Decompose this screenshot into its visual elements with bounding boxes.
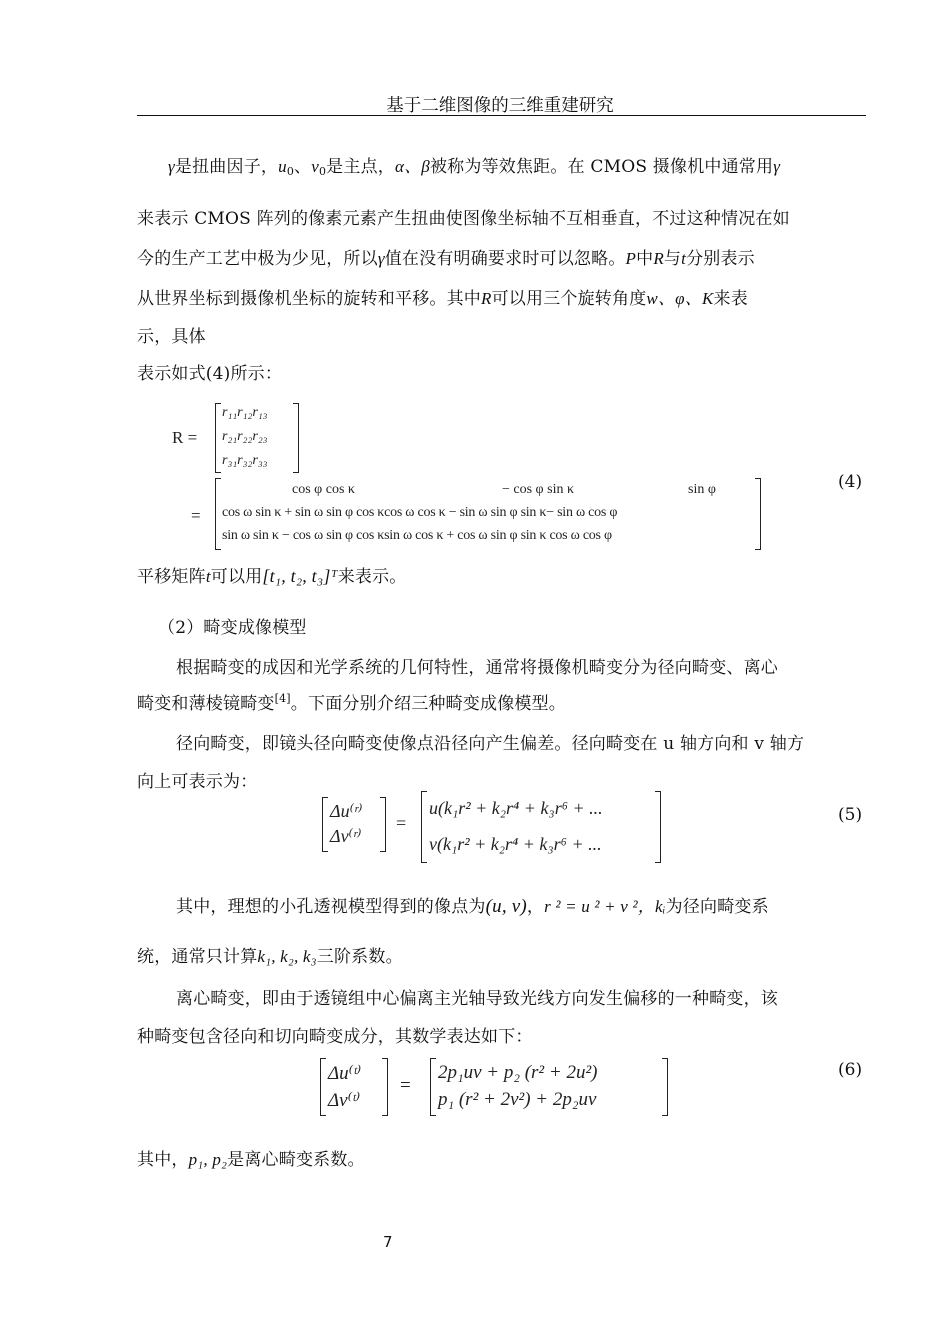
text: 其中，理想的小孔透视模型得到的像点为	[176, 897, 486, 917]
u0-symbol: u	[278, 157, 287, 176]
matrix-cell: cos φ cos κ	[292, 482, 355, 497]
equation-number: (6)	[838, 1060, 863, 1080]
text: 中	[636, 249, 654, 269]
equation-number: (5)	[838, 805, 863, 825]
gamma-symbol: γ	[377, 249, 385, 268]
equals: =	[396, 813, 407, 833]
bracket-left	[215, 478, 221, 550]
r-symbol: R	[481, 289, 492, 308]
text: 值在没有明确要求时可以忽略。	[384, 249, 626, 269]
bracket-left	[430, 1058, 436, 1116]
matrix-row: r₁₁r₁₂r₁₃	[222, 405, 268, 420]
r-symbol: R	[653, 249, 664, 268]
inline-p12: p₁, p₂	[188, 1150, 228, 1169]
equals: =	[400, 1075, 411, 1096]
text: 、	[294, 157, 312, 177]
matrix-row: sin ω sin κ − cos ω sin φ cos κsin ω cos κ + cos ω sin φ sin κ cos ω cos φ	[222, 528, 612, 543]
eq4-lhs: R =	[172, 428, 198, 447]
text: 平移矩阵	[137, 567, 206, 587]
bracket-right	[293, 403, 299, 473]
paragraph-line	[168, 152, 780, 178]
bracket-right	[662, 1058, 668, 1116]
text: 其中，	[137, 1150, 189, 1170]
text: 从世界坐标到摄像机坐标的旋转和平移。其中	[137, 289, 481, 309]
paragraph-line: 径向畸变，即镜头径向畸变使像点沿径向产生偏差。径向畸变在 u 轴方向和 v 轴方	[176, 734, 805, 754]
inline-r: r ² = u ² + v ²，	[544, 897, 655, 916]
eq4-equals: =	[191, 506, 201, 525]
eq5-rhs-row: v(k₁r² + k₂r⁴ + k₃r⁶ + ...	[429, 834, 602, 854]
page-number: 7	[383, 1233, 393, 1251]
matrix-row: r₂₁r₂₂r₂₃	[222, 429, 268, 444]
text: 是主点，	[326, 157, 395, 177]
eq5-lhs-row: Δv⁽ʳ⁾	[330, 826, 362, 846]
inline-k123: k₁, k₂, k₃	[257, 947, 317, 966]
paragraph-line: 种畸变包含径向和切向畸变成分，其数学表达如下：	[137, 1027, 533, 1047]
subscript: 0	[318, 165, 327, 178]
text: ，	[526, 897, 545, 917]
text: 被称为等效焦距。在 CMOS 摄像机中通常用	[429, 157, 774, 177]
paragraph-line: 根据畸变的成因和光学系统的几何特性，通常将摄像机畸变分为径向畸变、离心	[176, 658, 778, 678]
matrix-row: cos ω sin κ + sin ω sin φ cos κcos ω cos κ − sin ω sin φ sin κ− sin ω cos φ	[222, 505, 618, 520]
matrix-row: r₃₁r₃₂r₃₃	[222, 453, 268, 468]
eq6-rhs-row: p₁ (r² + 2v²) + 2p₂uv	[438, 1089, 597, 1110]
text: 畸变和薄棱镜畸变	[137, 694, 275, 714]
inline-ki: kᵢ	[654, 897, 666, 916]
v0-symbol: v	[311, 157, 319, 176]
text: 三阶系数。	[316, 947, 403, 967]
translation-vector: [t₁, t₂, t₃]ᵀ	[262, 566, 338, 586]
paragraph-line	[137, 244, 755, 269]
bracket-right	[382, 1058, 388, 1116]
bracket-left	[320, 1058, 326, 1116]
paragraph-line: 向上可表示为：	[137, 772, 258, 792]
bracket-left	[215, 403, 221, 473]
text: 是扭曲因子，	[174, 157, 279, 177]
angle-symbols: w、φ、K	[646, 289, 714, 308]
eq6-rhs-row: 2p₁uv + p₂ (r² + 2u²)	[438, 1062, 598, 1083]
text: 为径向畸变系	[665, 897, 769, 917]
paragraph-line	[137, 1145, 365, 1170]
text: 。下面分别介绍三种畸变成像模型。	[290, 694, 566, 714]
paragraph-line: 表示如式(4)所示：	[137, 364, 283, 384]
eq6-lhs-row: Δu⁽ᵗ⁾	[328, 1063, 362, 1084]
text: 来表	[713, 289, 748, 309]
t-symbol: t	[681, 249, 687, 268]
matrix-cell: − cos φ sin κ	[502, 482, 575, 497]
inline-uv: (u, v)	[485, 896, 527, 917]
eq6-lhs-row: Δv⁽ᵗ⁾	[328, 1090, 361, 1111]
paragraph-line	[137, 284, 748, 309]
text: 可以用三个旋转角度	[491, 289, 647, 309]
t-symbol: t	[205, 567, 211, 586]
text: 可以用	[210, 567, 263, 587]
bracket-left	[421, 791, 427, 863]
paragraph-line	[137, 562, 407, 587]
text: 与	[663, 249, 682, 269]
text: 分别表示	[686, 249, 755, 269]
matrix-cell: sin φ	[688, 482, 716, 497]
paragraph-line: 离心畸变，即由于透镜组中心偏离主光轴导致光线方向发生偏移的一种畸变，该	[176, 989, 778, 1009]
paragraph-line: 示，具体	[137, 327, 206, 347]
text: 统，通常只计算	[137, 947, 258, 967]
bracket-right	[755, 478, 761, 550]
alpha-beta-symbols: α、β	[394, 157, 430, 176]
text: 来表示。	[337, 567, 407, 587]
paragraph-line	[176, 892, 769, 918]
eq5-rhs-row: u(k₁r² + k₂r⁴ + k₃r⁶ + ...	[429, 798, 603, 818]
equation-number: (4)	[838, 472, 863, 492]
paragraph-line	[137, 689, 566, 714]
bracket-right	[655, 791, 661, 863]
text: 今的生产工艺中极为少见，所以	[137, 249, 378, 269]
paragraph-line	[137, 942, 403, 967]
text: 是离心畸变系数。	[227, 1150, 365, 1170]
citation: [4]	[274, 692, 291, 705]
section-title: （2）畸变成像模型	[158, 618, 307, 638]
eq5-lhs-row: Δu⁽ʳ⁾	[330, 801, 363, 821]
running-header: 基于二维图像的三维重建研究	[386, 96, 614, 116]
bracket-left	[322, 797, 328, 852]
header-rule	[137, 115, 866, 116]
bracket-right	[380, 797, 386, 852]
gamma-symbol: γ	[773, 157, 781, 176]
paragraph-line: 来表示 CMOS 阵列的像素元素产生扭曲使图像坐标轴不互相垂直，不过这种情况在如	[137, 209, 790, 229]
subscript: 0	[286, 165, 295, 178]
p-symbol: P	[625, 249, 637, 268]
gamma-symbol: γ	[168, 157, 175, 176]
